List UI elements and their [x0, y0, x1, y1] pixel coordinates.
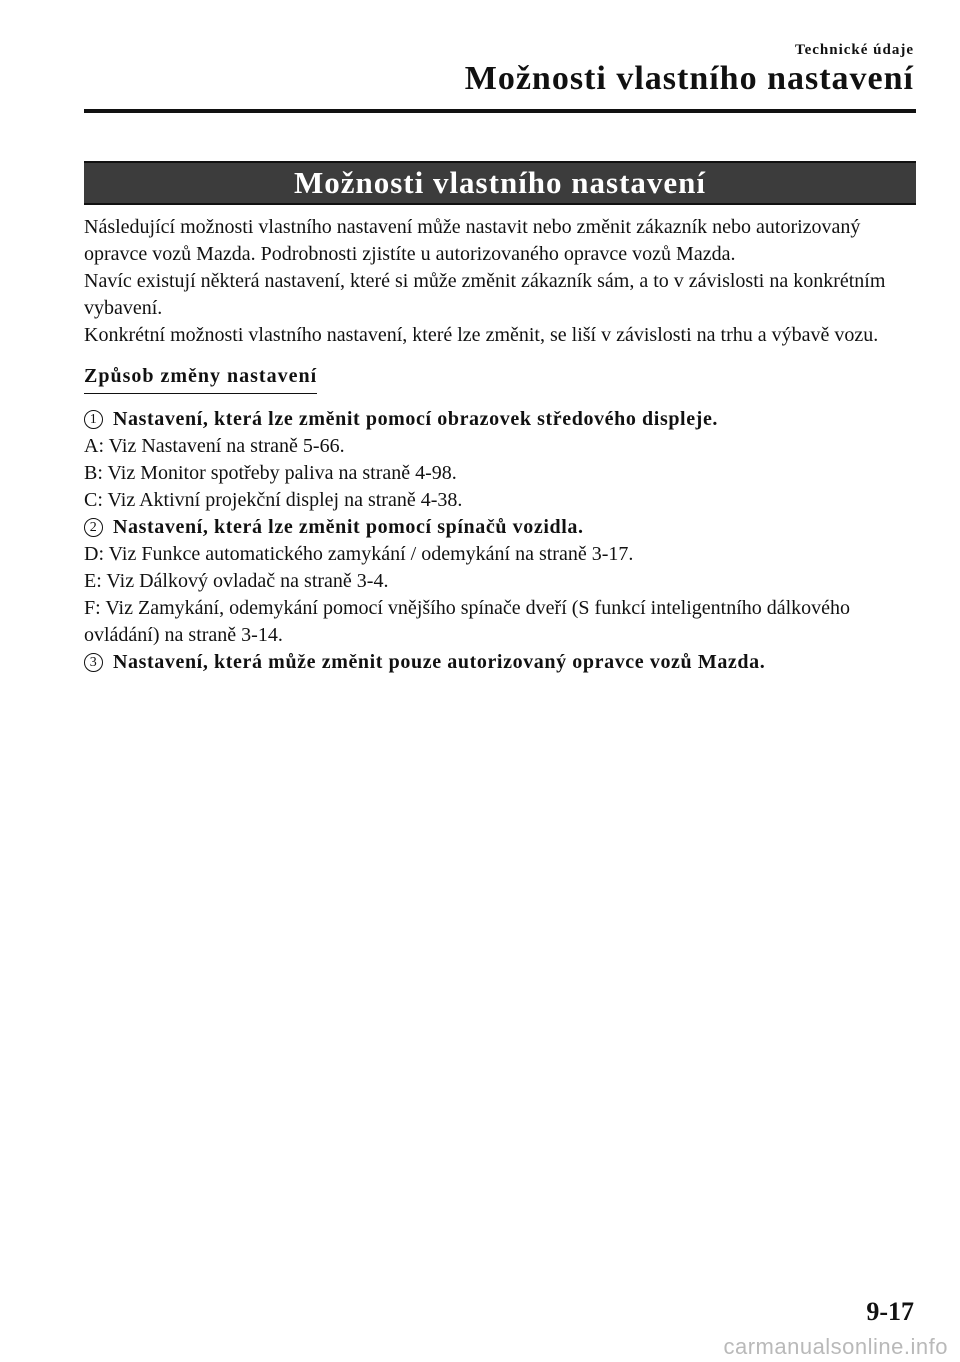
- circled-number-2-icon: 2: [84, 518, 103, 537]
- method-title: Nastavení, která lze změnit pomocí spínačů vozidla.: [113, 516, 584, 538]
- circled-number-1-icon: 1: [84, 410, 103, 429]
- header-divider: [84, 109, 916, 113]
- methods-list: [84, 406, 916, 676]
- main-content: [84, 214, 916, 676]
- list-item: C: Viz Aktivní projekční displej na straně 4-38.: [84, 489, 463, 511]
- method-heading-3: [84, 649, 916, 676]
- list-item: F: Viz Zamykání, odemykání pomocí vnějšího spínače dveří (S funkcí inteligentního dálkového ovládání) na straně 3-14.: [84, 597, 851, 646]
- method-title: Nastavení, která může změnit pouze autorizovaný opravce vozů Mazda.: [113, 651, 766, 673]
- page-number: 9-17: [866, 1297, 914, 1326]
- list-item: D: Viz Funkce automatického zamykání / odemykání na straně 3-17.: [84, 543, 634, 565]
- intro-paragraph: Následující možnosti vlastního nastavení může nastavit nebo změnit zákazník nebo autorizovaný opravce vozů Mazda. Podrobnosti zjistíte u autorizovaného opravce vozů Mazda.: [84, 216, 861, 265]
- list-item: A: Viz Nastavení na straně 5-66.: [84, 435, 345, 457]
- method-heading-2: [84, 514, 916, 541]
- section-title-banner: Možnosti vlastního nastavení: [84, 161, 916, 205]
- method-title: Nastavení, která lze změnit pomocí obrazovek středového displeje.: [113, 408, 719, 430]
- chapter-label: Technické údaje: [794, 42, 914, 58]
- intro-paragraph: Konkrétní možnosti vlastního nastavení, které lze změnit, se liší v závislosti na trhu a výbavě vozu.: [84, 324, 879, 346]
- intro-paragraph: Navíc existují některá nastavení, které si může změnit zákazník sám, a to v závislosti na konkrétním vybavení.: [84, 270, 886, 319]
- watermark-text: carmanualsonline.info: [723, 1334, 948, 1359]
- circled-number-3-icon: 3: [84, 653, 103, 672]
- list-item: E: Viz Dálkový ovladač na straně 3-4.: [84, 570, 389, 592]
- page-header-title: Možnosti vlastního nastavení: [464, 60, 914, 97]
- section-subheading: Způsob změny nastavení: [84, 363, 317, 394]
- method-heading-1: [84, 406, 916, 433]
- list-item: B: Viz Monitor spotřeby paliva na straně 4-98.: [84, 462, 457, 484]
